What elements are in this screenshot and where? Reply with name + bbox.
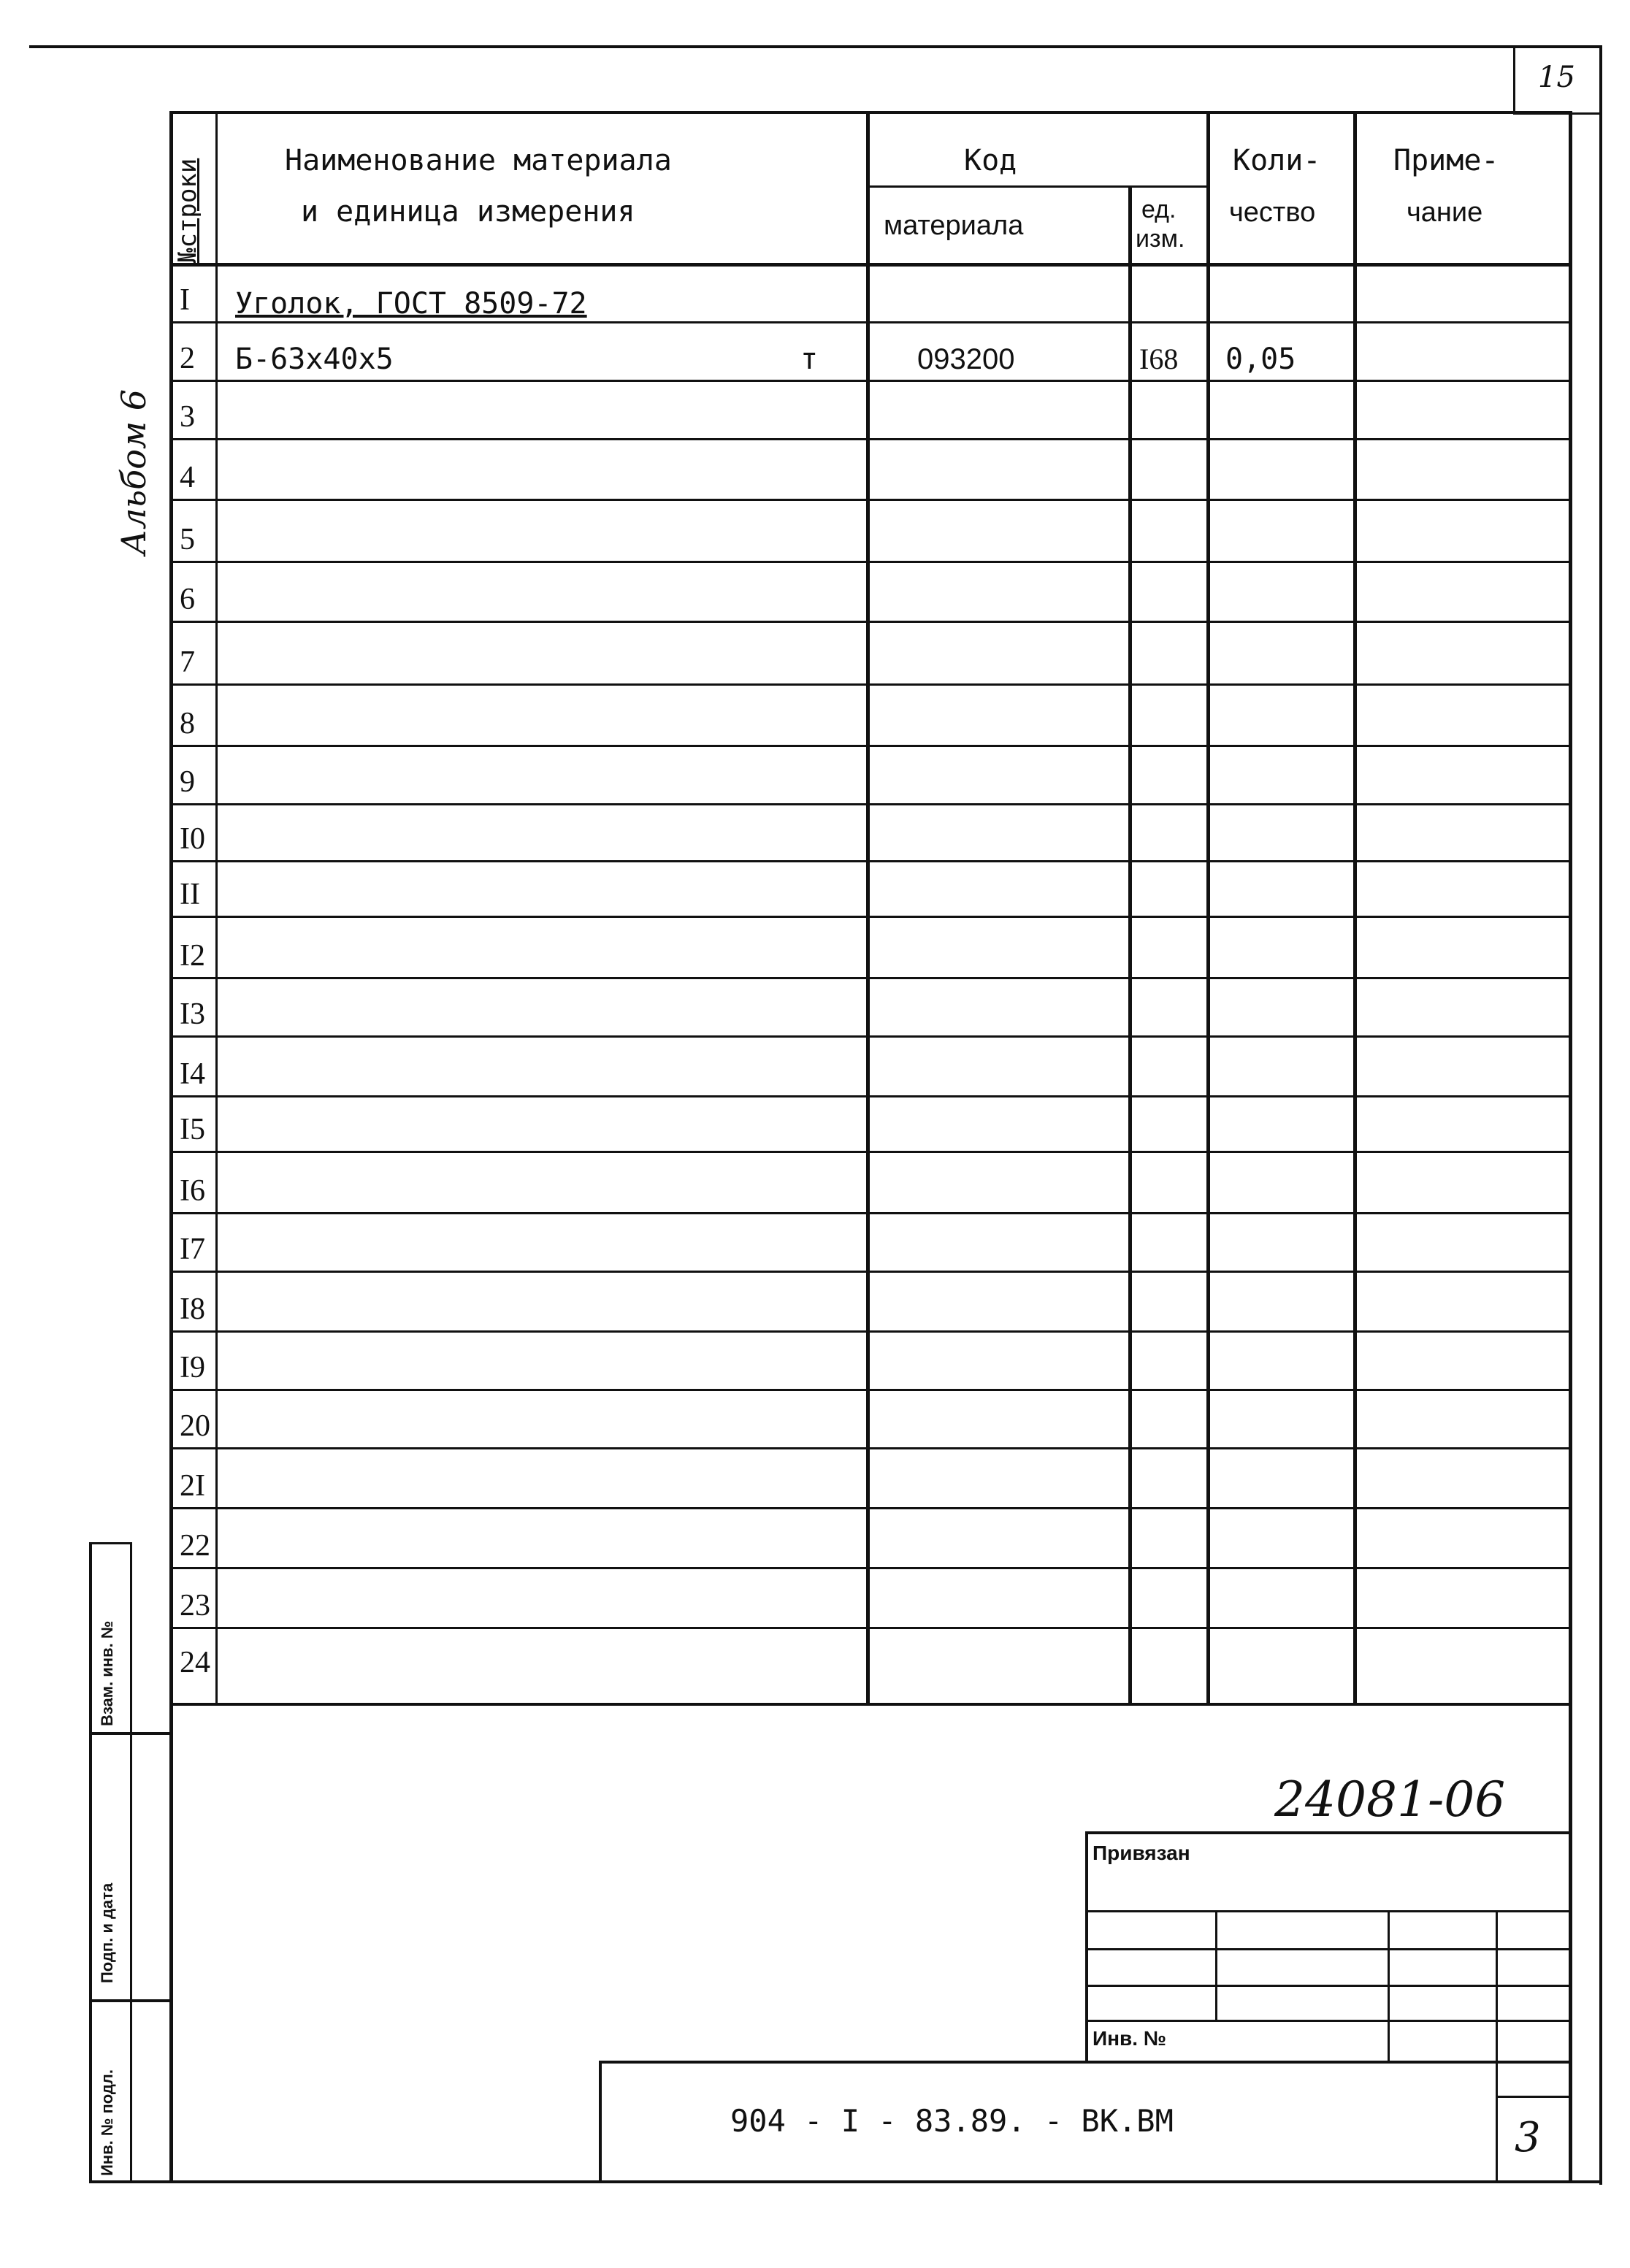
header-name-line1: Наименование материала — [285, 144, 672, 177]
tb-h3 — [1085, 1985, 1572, 1987]
table-left-border — [169, 111, 173, 2180]
row-line — [169, 1330, 1572, 1333]
side-stamp-top — [89, 1542, 131, 1544]
tb-h4 — [1085, 2020, 1572, 2022]
cell-no: 7 — [180, 645, 195, 679]
header-qty-line1: Коли- — [1233, 144, 1321, 177]
row-line — [169, 1447, 1572, 1449]
cell-no: 23 — [180, 1589, 210, 1623]
handwritten-code: 24081-06 — [1274, 1771, 1506, 1828]
cell-no: II — [180, 878, 200, 911]
side-stamp-inv: Инв. № подл. — [98, 2069, 116, 2176]
page-number-box-left — [1513, 45, 1515, 114]
cell-no: I4 — [180, 1057, 205, 1091]
tb-privyazan: Привязан — [1093, 1842, 1190, 1864]
table-right-border — [1569, 111, 1572, 1706]
tb-sheet-number: 3 — [1515, 2114, 1541, 2161]
row-line — [169, 1567, 1572, 1569]
tb-h1 — [1085, 1910, 1572, 1912]
header-qty-line2: чество — [1229, 197, 1316, 228]
table-bottom-border — [169, 1703, 1572, 1706]
row-line — [169, 321, 1572, 323]
cell-unit-code: I68 — [1139, 342, 1179, 375]
side-stamp-podp: Подп. и дата — [98, 1882, 116, 1983]
tb-sheet-sep — [1496, 2096, 1572, 2098]
side-stamp-vzam: Взам. инв. № — [98, 1620, 116, 1726]
cell-no: I0 — [180, 822, 205, 856]
header-unit-line2: изм. — [1136, 225, 1185, 253]
frame-top-line — [29, 45, 1602, 48]
header-note-line2: чание — [1407, 197, 1483, 228]
cell-no: 2 — [180, 342, 195, 375]
row-line — [169, 977, 1572, 979]
cell-no: I8 — [180, 1292, 205, 1326]
row-line — [169, 916, 1572, 918]
row-line — [169, 1271, 1572, 1273]
header-bottom-line — [169, 263, 1572, 267]
cell-unit-mark: т — [800, 342, 819, 376]
row-line — [169, 438, 1572, 440]
row-line — [169, 380, 1572, 382]
row-line — [169, 1035, 1572, 1038]
cell-no: 24 — [180, 1646, 210, 1679]
side-stamp-left — [89, 1542, 92, 2183]
cell-no: 3 — [180, 400, 195, 434]
tb-designation-top — [599, 2061, 1572, 2064]
tb-left — [1085, 1831, 1088, 2064]
row-line — [169, 1095, 1572, 1097]
header-name-line2: и единица измерения — [301, 195, 635, 229]
cell-no: 20 — [180, 1409, 210, 1443]
cell-no: I6 — [180, 1174, 205, 1208]
tb-h2 — [1085, 1948, 1572, 1950]
row-line — [169, 621, 1572, 623]
cell-no: I2 — [180, 939, 205, 973]
side-stamp-inner — [130, 1542, 132, 2183]
tb-v1 — [1215, 1910, 1217, 2021]
frame-right-line — [1599, 45, 1602, 2185]
tb-designation-left — [599, 2061, 602, 2183]
col-line-rowno — [215, 111, 218, 1703]
col-line-unit — [1206, 111, 1210, 1703]
col-line-qty — [1353, 111, 1357, 1703]
header-code-subline — [866, 185, 1209, 188]
tb-designation: 904 - I - 83.89. - ВК.ВМ — [730, 2103, 1174, 2139]
header-material: материала — [884, 210, 1024, 241]
header-note-line1: Приме- — [1393, 144, 1499, 177]
row-line — [169, 1507, 1572, 1509]
tb-top — [1085, 1831, 1572, 1834]
cell-name: Уголок, ГОСТ 8509-72 — [235, 287, 587, 321]
row-line — [169, 561, 1572, 563]
header-code: Код — [964, 144, 1017, 177]
cell-no: 5 — [180, 523, 195, 556]
tb-inv-no: Инв. № — [1093, 2027, 1167, 2050]
cell-no: 9 — [180, 765, 195, 799]
cell-name: Б-63х40х5 — [235, 342, 394, 376]
cell-code: 093200 — [917, 343, 1015, 375]
row-line — [169, 1151, 1572, 1153]
row-line — [169, 1389, 1572, 1391]
header-row-number: №строки — [173, 158, 202, 263]
side-handwritten-album: Альбом 6 — [114, 389, 153, 555]
cell-no: 4 — [180, 461, 195, 494]
cell-no: I9 — [180, 1351, 205, 1384]
tb-right — [1569, 1706, 1572, 2183]
cell-no: I7 — [180, 1233, 205, 1266]
cell-no: 2I — [180, 1469, 205, 1503]
row-line — [169, 1212, 1572, 1214]
cell-no: I3 — [180, 997, 205, 1031]
row-line — [169, 683, 1572, 686]
col-line-name — [866, 111, 870, 1703]
row-line — [169, 803, 1572, 805]
cell-no: 22 — [180, 1529, 210, 1563]
cell-no: I5 — [180, 1113, 205, 1146]
row-line — [169, 499, 1572, 501]
cell-qty: 0,05 — [1225, 342, 1296, 376]
cell-no: 8 — [180, 707, 195, 740]
frame-bottom-line — [89, 2180, 1602, 2183]
side-stamp-div2 — [89, 1999, 172, 2002]
cell-no: 6 — [180, 583, 195, 616]
row-line — [169, 1627, 1572, 1629]
page-number: 15 — [1538, 61, 1575, 94]
table-top-border — [169, 111, 1572, 114]
tb-v2 — [1388, 1910, 1390, 2064]
side-stamp-div1 — [89, 1732, 172, 1735]
cell-no: I — [180, 283, 190, 317]
row-line — [169, 745, 1572, 747]
tb-v3 — [1496, 1910, 1498, 2183]
header-unit-line1: ед. — [1141, 196, 1176, 223]
row-line — [169, 860, 1572, 862]
col-line-code — [1128, 185, 1132, 1703]
